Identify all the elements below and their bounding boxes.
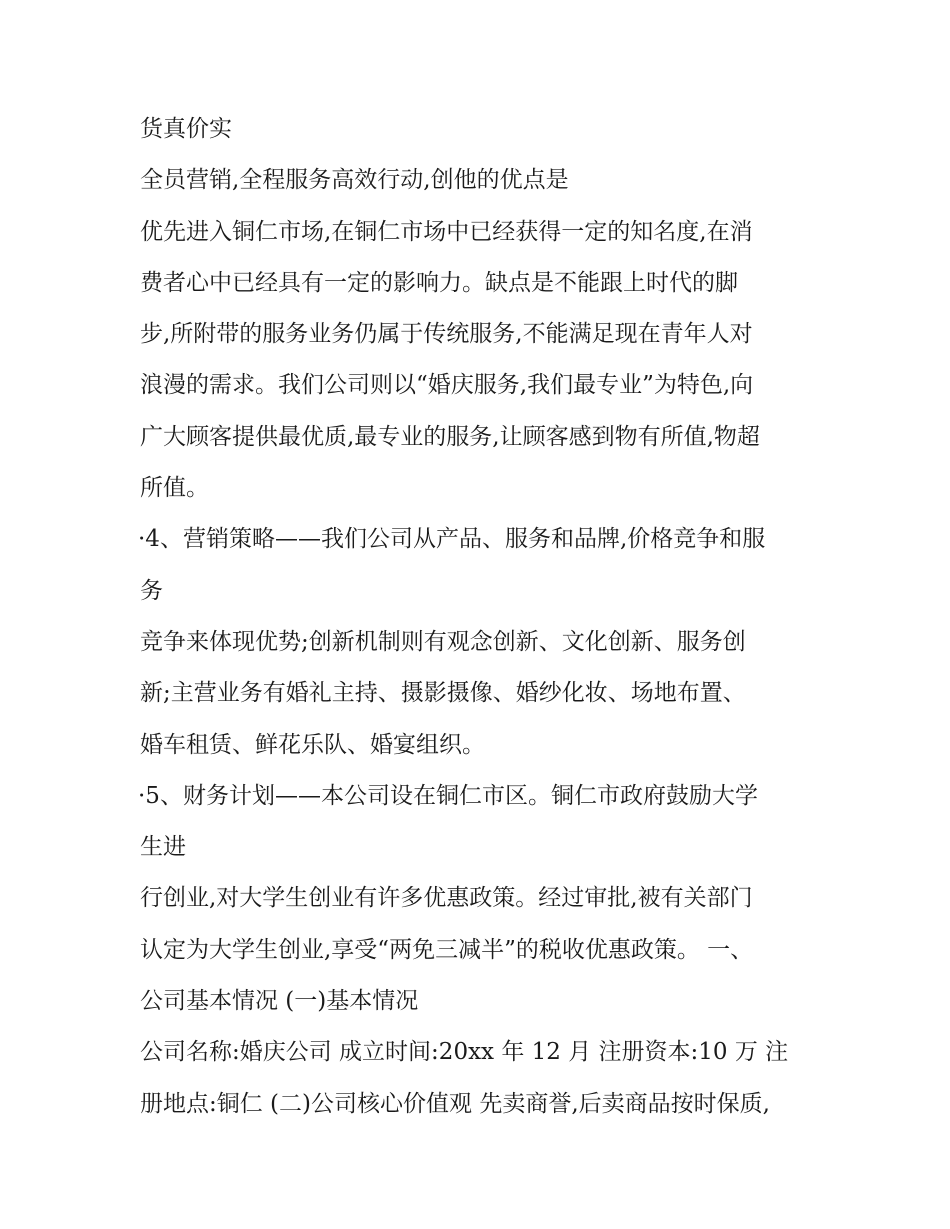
text-line: 浪漫的需求。我们公司则以“婚庆服务,我们最专业”为特色,向	[140, 372, 754, 399]
text-line: 广大顾客提供最优质,最专业的服务,让顾客感到物有所值,物超	[140, 423, 760, 450]
text-line: 生进	[140, 834, 186, 861]
text-line: 公司名称:婚庆公司 成立时间:20xx 年 12 月 注册资本:10 万 注	[140, 1039, 789, 1066]
text-line: 行创业,对大学生创业有许多优惠政策。经过审批,被有关部门	[140, 885, 753, 912]
text-line: 全员营销,全程服务高效行动,创他的优点是	[140, 167, 569, 194]
text-line: 务	[140, 577, 163, 604]
text-line: 优先进入铜仁市场,在铜仁市场中已经获得一定的知名度,在消	[140, 218, 753, 245]
section-heading-finance: ·5、财务计划——本公司设在铜仁市区。铜仁市政府鼓励大学	[138, 782, 758, 809]
text-line: 竞争来体现优势;创新机制则有观念创新、文化创新、服务创	[140, 628, 746, 655]
text-line: 费者心中已经具有一定的影响力。缺点是不能跟上时代的脚	[140, 269, 738, 296]
text-line: 货真价实	[140, 116, 232, 142]
text-line: 新;主营业务有婚礼主持、摄影摄像、婚纱化妆、场地布置、	[140, 680, 746, 707]
text-line: 所值。	[140, 475, 209, 502]
text-line: 册地点:铜仁 (二)公司核心价值观 先卖商誉,后卖商品按时保质,	[140, 1090, 770, 1117]
text-line: 步,所附带的服务业务仍属于传统服务,不能满足现在青年人对	[140, 321, 753, 348]
document-body	[140, 109, 820, 1135]
text-line: 婚车租赁、鲜花乐队、婚宴组织。	[140, 731, 485, 758]
text-line: 公司基本情况 (一)基本情况	[140, 988, 419, 1015]
text-line: 认定为大学生创业,享受“两免三减半”的税收优惠政策。 一、	[140, 936, 754, 963]
section-heading-marketing: ·4、营销策略——我们公司从产品、服务和品牌,价格竞争和服	[138, 526, 766, 553]
